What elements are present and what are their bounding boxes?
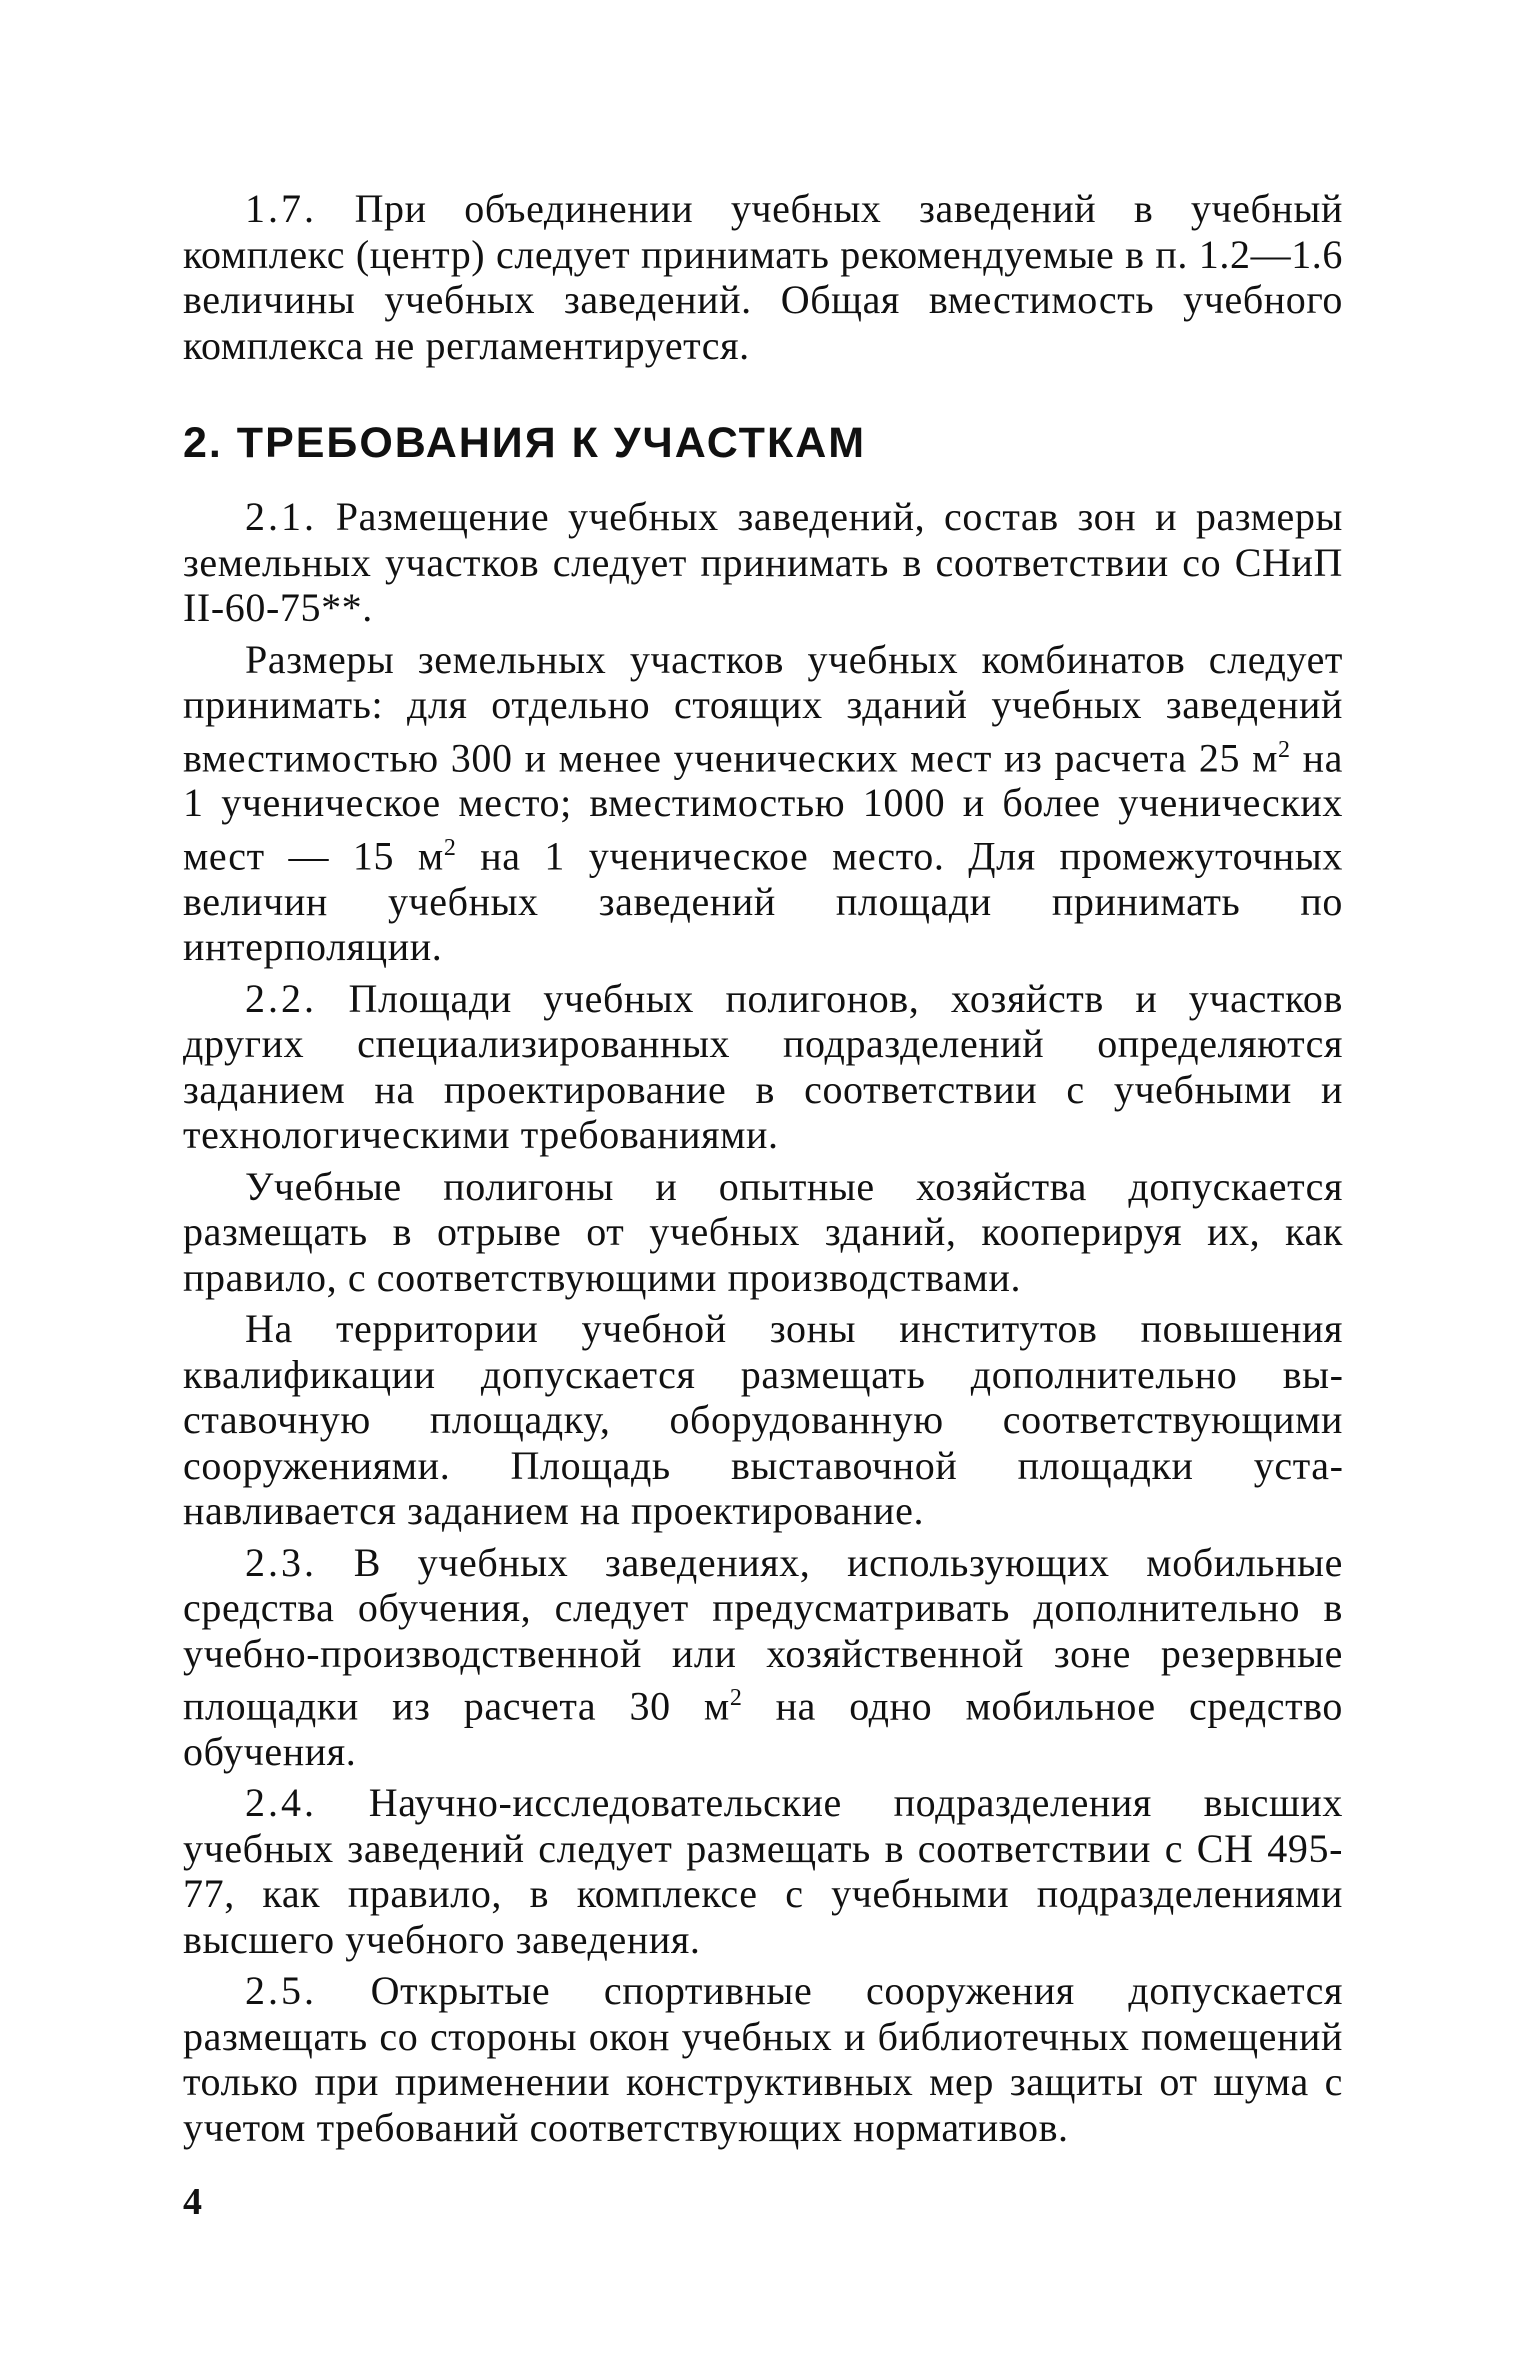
clause-number: 1.7. bbox=[245, 186, 317, 231]
clause-number: 2.5. bbox=[245, 1968, 317, 2014]
paragraph-text: на 1 ученическое место. Для промежуточных величин учебных заведений площади принимать по интерполяции. bbox=[183, 833, 1343, 970]
paragraph-2-2-polygons: Учебные полигоны и опытные хозяйства допускается размещать в отрыве от учебных зданий, кооперируя их, как правило, с соответствующими производствами. bbox=[183, 1163, 1343, 1300]
clause-text: При объединении учебных заведений в учебный комплекс (центр) следует принимать рекомендуемые в п. 1.2—1.6 величины учебных заведений. Общая вместимость учебного комплекса не регламентируется. bbox=[183, 186, 1343, 368]
superscript: 2 bbox=[729, 1685, 743, 1712]
paragraph-2-1 bbox=[183, 494, 1343, 631]
clause-number: 2.4. bbox=[245, 1780, 317, 1826]
document-page bbox=[183, 186, 1343, 2150]
clause-number: 2.3. bbox=[245, 1539, 317, 1585]
paragraph-1-7 bbox=[183, 186, 1343, 368]
clause-text: Открытые спортивные сооружения допускается размещать со стороны окон учебных и библиотечных помещений только при применении конструктивных мер защиты от шума с учетом требований соответствующих нормативов. bbox=[183, 1968, 1343, 2150]
paragraph-2-3 bbox=[183, 1540, 1343, 1775]
clause-text: Площади учебных полигонов, хозяйств и участков других специализированных подразделений определяются заданием на проектирование в соответствии с учебными и технологическими требованиями. bbox=[183, 975, 1343, 1158]
superscript: 2 bbox=[443, 834, 457, 861]
section-heading: 2. ТРЕБОВАНИЯ К УЧАСТКАМ bbox=[183, 419, 867, 467]
clause-text: В учебных заведениях, использующих мобильные средства обучения, следует предусматривать дополнительно в учебно-производственной или хозяйственной зоне резервные площадки из расчета 30 м bbox=[183, 1539, 1343, 1729]
paragraph-2-2 bbox=[183, 976, 1343, 1158]
page-number: 4 bbox=[183, 2181, 202, 2223]
clause-text: Научно-исследовательские подразделения высших учебных заведений следует размещать в соответствии с СН 495-77, как правило, в комплексе с учебными подразделениями высшего учебного заведения. bbox=[183, 1780, 1343, 1962]
clause-text: на одно мобильное средство обучения. bbox=[183, 1683, 1343, 1774]
superscript: 2 bbox=[1278, 736, 1291, 763]
paragraph-2-2-exhibition: На территории учебной зоны институтов повышения квалификации допускается размещать дополнительно выставочную площадку, оборудованную соответствующими сооружениями. Площадь выставочной площадки устанавливается заданием на проектирование. bbox=[183, 1306, 1343, 1534]
clause-number: 2.1. bbox=[245, 494, 317, 539]
clause-number: 2.2. bbox=[245, 975, 317, 1021]
paragraph-2-4 bbox=[183, 1780, 1343, 1962]
paragraph-2-1-land-sizes bbox=[183, 637, 1343, 970]
paragraph-text: на 1 ученическое место; вместимостью 1000 и более ученических мест — 15 м bbox=[183, 734, 1343, 879]
clause-text: Размещение учебных заведений, состав зон и размеры земельных участков следует принимать в соответствии со СНиП II-60-75**. bbox=[183, 494, 1343, 630]
paragraph-2-5 bbox=[183, 1968, 1343, 2150]
paragraph-text: Размеры земельных участков учебных комбинатов следует принимать: для отдельно стоящих зданий учебных заведений вместимостью 300 и менее ученических мест из расчета 25 м bbox=[183, 636, 1343, 780]
